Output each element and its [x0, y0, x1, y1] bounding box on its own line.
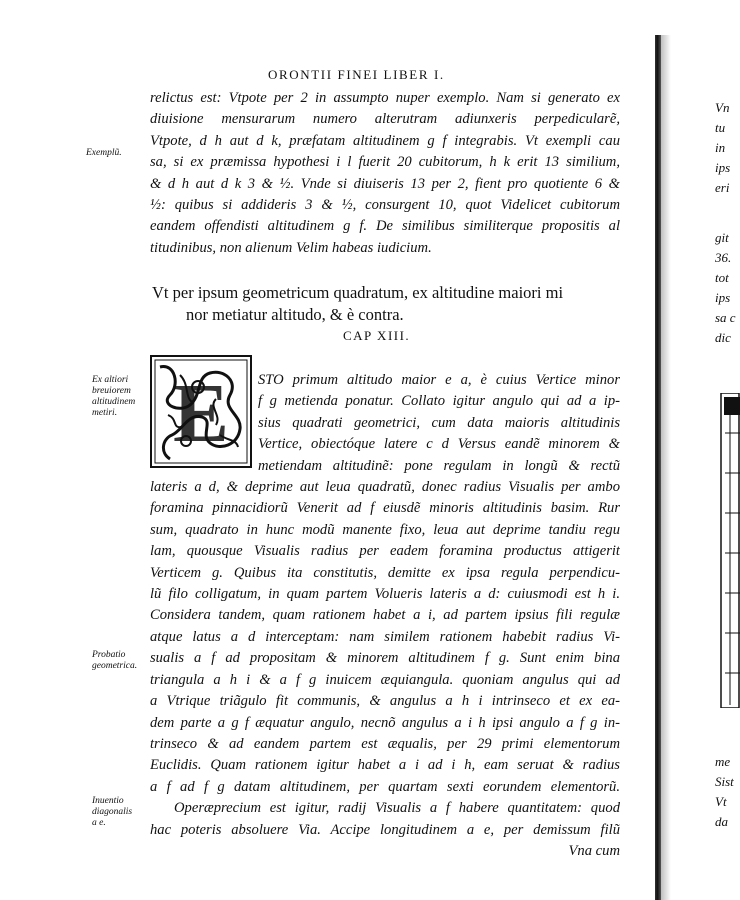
facing-fragment: eri [715, 180, 730, 195]
text-line: Vertice, obiectóque latere c d Versus eandẽ minorem & [258, 436, 620, 453]
margin-note-line: geometrica. [92, 661, 138, 671]
facing-fragment: ips [715, 290, 731, 305]
catchword: Vna cum [568, 842, 620, 859]
text-line: sum, quadrato in hunc modũ manente fixo, leua aut deprime tandiu regu [150, 521, 620, 538]
text-line: lũ filo colligatum, in quam partem Volueris lateris a d: cuiusmodi est h i. [150, 586, 620, 603]
facing-fragment: git [715, 230, 729, 245]
facing-fragment: ips [715, 160, 731, 175]
margin-note-probatio [92, 650, 137, 672]
heading-line: Vt per ipsum geometricum quadratum, ex altitudine maiori mi [152, 283, 564, 302]
margin-note-line: Probatio [92, 650, 126, 660]
text-line: titudinibus, non alienum Velim habeas iudicium. [150, 239, 432, 256]
text-line: Vtpote, d h aut d k, præfatam altitudinem g f integrabis. Vt exempli cau [150, 132, 620, 149]
running-head: ORONTII FINEI LIBER I. [268, 67, 445, 82]
facing-fragment: me [715, 754, 731, 769]
paragraph-2 [150, 370, 620, 862]
facing-fragment: Sist [715, 774, 734, 789]
text-line: eandem offendisti altitudinem g f. De similibus similiterque propositis al [150, 218, 620, 235]
text-line: ½: quibus si addideris 3 & ½, consurgent 10, quot Videlicet cubitorum [150, 197, 620, 214]
text-line: dem parte a g f æquatur angulo, necnõ angulus a i h ipsi angulo a f g in- [150, 714, 620, 731]
text-line: sualis a f ad propositam & minorem altitudinem f g. Sunt enim bina [150, 650, 620, 667]
text-line: foramina pinnacidiorũ Venerit ad f eiusdẽ minoris altitudinis basim. Rur [150, 500, 620, 517]
heading-line: nor metiatur altitudo, & è contra. [186, 305, 404, 324]
facing-page-block-1 [715, 98, 740, 198]
facing-fragment: in [715, 140, 726, 155]
text-line: a f ad f g datam altitudinem, per quartam sexti eorundem elementorũ. [150, 778, 620, 795]
text-line: trinseco & ad eandem partem est æqualis, per 29 primi elementorum [150, 735, 620, 752]
text-line: diuisione mensurarum numero alterutram adiunxeris perpedicularẽ, [150, 111, 620, 128]
margin-note-ex-altiori [92, 375, 135, 419]
text-line: metiendam altitudinẽ: pone regulam in longũ & rectũ [258, 457, 620, 474]
facing-fragment: 36. [715, 250, 732, 265]
chapter-number: CAP XIII. [343, 328, 411, 343]
facing-fragment: Vt [715, 794, 727, 809]
text-line: sius quadrati geometrici, cum data maioris altitudinis [258, 414, 620, 431]
text-line: lateris a d, & deprime aut leua quadratũ, donec radius Visualis per ambo [150, 479, 620, 496]
facing-fragment: tu [715, 120, 726, 135]
text-line: & d h aut d k 3 & ½. Vnde si diuiseris 13 per 2, fient pro quotiente 6 & [150, 175, 620, 192]
margin-note-line: altitudinem [92, 397, 136, 407]
facing-page-block-2 [715, 228, 740, 348]
text-line: hac poteris absoluere Via. Accipe longitudinem a e, per demissum filũ [150, 821, 620, 838]
margin-note-line: metiri. [92, 408, 118, 418]
margin-note-inuentio [92, 796, 132, 829]
text-line: a Vtrique triãgulo fit communis, & angulus a h i intrinseco et ex ea- [150, 693, 620, 710]
text-line: Considera tandem, quam rationem habet a i, ad partem ipsius fili regulæ [150, 607, 620, 624]
section-heading [152, 282, 622, 326]
facing-fragment: Vn [715, 100, 730, 115]
margin-note-line: a e. [92, 818, 106, 828]
text-line: STO primum altitudo maior e a, è cuius Vertice minor [258, 372, 620, 388]
facing-page-figure [720, 393, 740, 708]
text-line: Verticem g. Quibus ita constitutis, demitte ex ipsa regula perpendicu- [150, 564, 620, 581]
text-line: atque latus a d interceptam: nam similem rationem habebit radius Vi- [150, 628, 620, 645]
facing-fragment: da [715, 814, 728, 829]
drop-cap-letter: E [172, 367, 230, 460]
paragraph-1 [150, 88, 620, 259]
facing-fragment: sa c [715, 310, 736, 325]
text-line: sa, si ex præmissa hypothesi i l fuerit 20 cubitorum, h k erit 13 similium, [150, 154, 620, 171]
text-line: relictus est: Vtpote per 2 in assumpto nuper exemplo. Nam si generato ex [150, 90, 620, 106]
text-line: Operæprecium est igitur, radij Visualis a f habere quantitatem: quod [174, 800, 620, 817]
text-line: Euclidis. Quam rationem igitur habet a i ad i h, eam seruat & radius [150, 757, 620, 774]
facing-page-block-3 [715, 752, 740, 832]
facing-fragment: tot [715, 270, 729, 285]
facing-fragment: dic [715, 330, 731, 345]
gutter-shadow [661, 35, 671, 900]
text-line: f g metienda ponatur. Collato igitur angulo qui ad a ip- [258, 393, 620, 410]
margin-note-line: diagonalis [92, 807, 133, 817]
margin-note-line: Inuentio [92, 796, 124, 806]
margin-note-line: Ex altiori [92, 375, 129, 385]
text-line: triangula a h i & a f g inuicem æquiangula. quoniam angulus qui ad [150, 671, 620, 688]
text-line: lam, quousque Visualis radius per eadem foramina productus attigerit [150, 543, 620, 560]
margin-note-exemplum: Exemplũ. [86, 148, 122, 158]
margin-note-line: breuiorem [92, 386, 131, 396]
